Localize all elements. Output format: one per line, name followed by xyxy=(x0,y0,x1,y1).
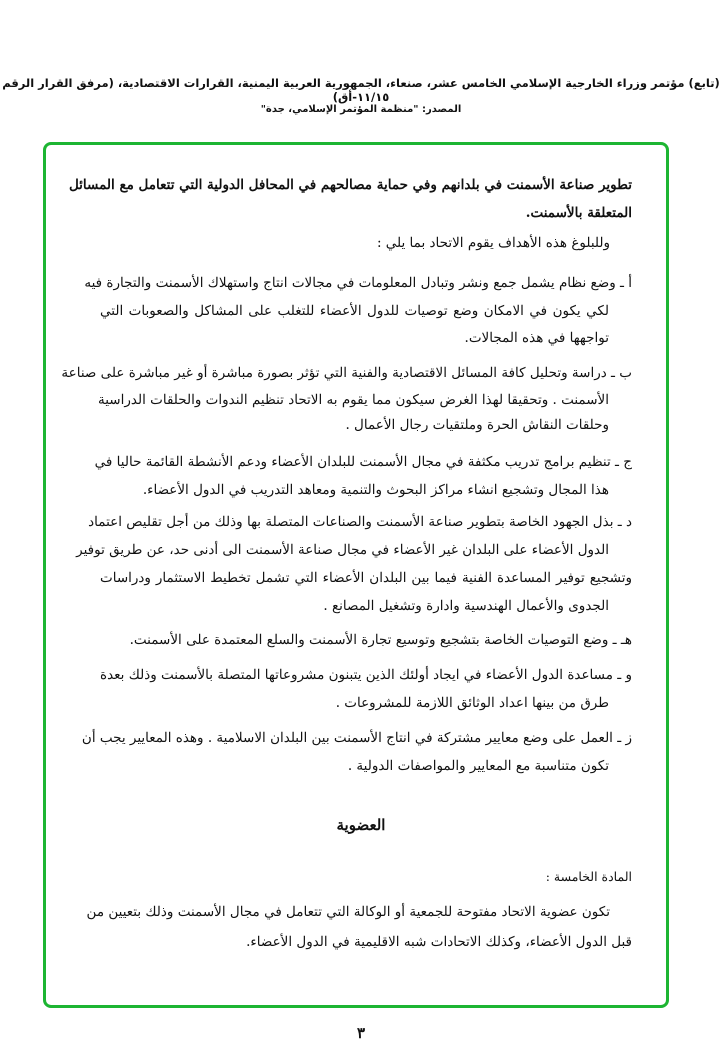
intro-line: تطوير صناعة الأسمنت في بلدانهم وفي حماية مصالحهم في المحافل الدولية التي تتعامل مع المسائل xyxy=(68,177,632,193)
item-a-line: تواجهها في هذه المجالات. xyxy=(464,330,609,346)
item-j-line: هذا المجال وتشجيع انشاء مراكز البحوث والتنمية ومعاهد التدريب في الدول الأعضاء. xyxy=(142,482,609,498)
item-w-line: طرق من بينها اعداد الوثائق اللازمة للمشروعات . xyxy=(335,695,609,711)
item-d-line: وتشجيع توفير المساعدة الفنية فيما بين البلدان الأعضاء التي تشمل تخطيط الاستثمار ودراسات xyxy=(100,570,632,586)
item-b-line: وحلقات النقاش الحرة وملتقيات رجال الأعمال . xyxy=(345,417,609,433)
item-j-line: ج ـ تنظيم برامج تدريب مكثفة في مجال الأسمنت للبلدان الأعضاء ودعم الأنشطة القائمة حاليا في xyxy=(94,454,632,470)
item-d-line: الدول الأعضاء على البلدان غير الأعضاء في مجال صناعة الأسمنت الى أدنى حد، عن طريق توفير xyxy=(76,542,609,558)
item-z-line: ز ـ العمل على وضع معايير مشتركة في انتاج الأسمنت بين البلدان الاسلامية . وهذه المعايير يجب أن xyxy=(81,730,632,746)
article-text-line: قبل الدول الأعضاء، وكذلك الاتحادات شبه الاقليمية في الدول الأعضاء. xyxy=(246,934,632,950)
item-z-line: تكون متناسبة مع المعايير والمواصفات الدولية . xyxy=(347,758,609,774)
document-source: المصدر: "منظمة المؤتمر الإسلامي، جدة" xyxy=(260,104,462,115)
item-d-line: الجدوى والأعمال الهندسية وادارة وتشغيل المصانع . xyxy=(323,598,609,614)
document-header-title: (تابع) مؤتمر وزراء الخارجية الإسلامي الخامس عشر، صنعاء، الجمهورية العربية اليمنية، القرارات الاقتصادية، (مرفق القرار الرقم ١١/١٥-أق) xyxy=(2,76,720,104)
article-label: المادة الخامسة : xyxy=(545,869,632,884)
item-w-line: و ـ مساعدة الدول الأعضاء في ايجاد أولئك الذين يتبنون مشروعاتها المتصلة بالأسمنت وذلك بعدة xyxy=(100,667,632,683)
item-d-line: د ـ بذل الجهود الخاصة بتطوير صناعة الأسمنت والصناعات المتصلة بها وذلك من أجل تقليص اعتماد xyxy=(88,514,632,530)
section-title: العضوية xyxy=(336,816,386,834)
article-text-line: تكون عضوية الاتحاد مفتوحة للجمعية أو الوكالة التي تتعامل في مجال الأسمنت وذلك بتعيين من xyxy=(86,904,610,920)
item-a-line: أ ـ وضع نظام يشمل جمع ونشر وتبادل المعلومات في مجالات انتاج واستهلاك الأسمنت والتجارة فيه xyxy=(84,275,632,291)
item-a-line: لكي يكون في الامكان وضع توصيات للدول الأعضاء للتغلب على المشاكل والصعوبات التي xyxy=(100,303,609,319)
intro-line: المتعلقة بالأسمنت. xyxy=(525,205,632,221)
item-b-line: ب ـ دراسة وتحليل كافة المسائل الاقتصادية والفنية التي تؤثر بصورة مباشرة أو غير مباشرة على صناعة xyxy=(61,365,632,381)
item-b-line: الأسمنت . وتحقيقا لهذا الغرض سيكون مما يقوم به الاتحاد تنظيم الندوات والحلقات الدراسية xyxy=(98,392,609,408)
lead-text: وللبلوغ هذه الأهداف يقوم الاتحاد بما يلي : xyxy=(376,235,610,251)
page-number: ٣ xyxy=(356,1024,366,1042)
item-h-line: هـ ـ وضع التوصيات الخاصة بتشجيع وتوسيع تجارة الأسمنت والسلع المعتمدة على الأسمنت. xyxy=(129,632,632,648)
